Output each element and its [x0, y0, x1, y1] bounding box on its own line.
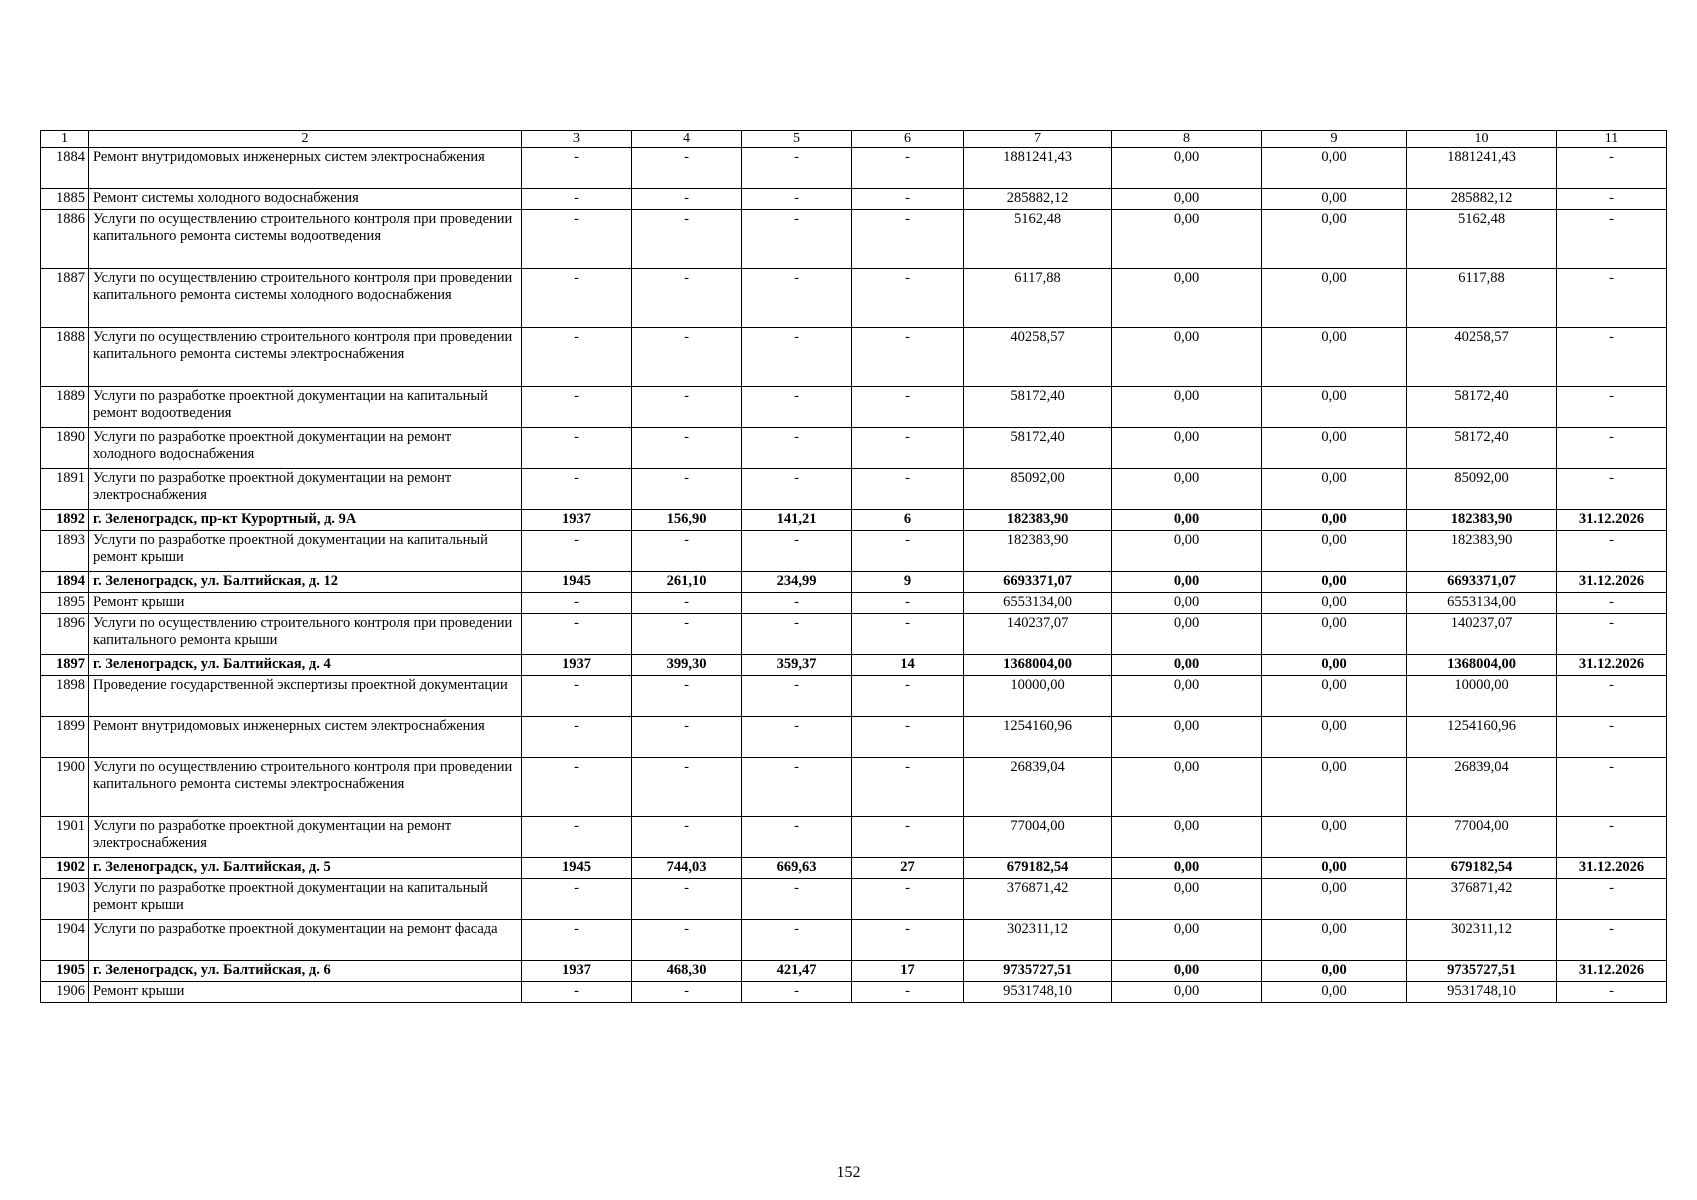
row-description-cell: г. Зеленоградск, ул. Балтийская, д. 6: [89, 961, 522, 982]
table-row: [41, 469, 1667, 510]
table-row: [41, 269, 1667, 328]
living-area-cell: -: [742, 469, 852, 510]
residents-count-cell: 6: [852, 510, 964, 531]
total-cost-cell: 77004,00: [964, 817, 1112, 858]
column-header: 10: [1407, 131, 1557, 148]
fund-amount-cell: 0,00: [1112, 510, 1262, 531]
owners-amount-cell: 679182,54: [1407, 858, 1557, 879]
row-description-cell: Ремонт крыши: [89, 982, 522, 1003]
row-description-cell: Ремонт системы холодного водоснабжения: [89, 189, 522, 210]
fund-amount-cell: 0,00: [1112, 758, 1262, 817]
deadline-cell: -: [1557, 982, 1667, 1003]
residents-count-cell: 27: [852, 858, 964, 879]
residents-count-cell: -: [852, 387, 964, 428]
total-area-cell: -: [632, 189, 742, 210]
row-number-cell: 1888: [41, 328, 89, 387]
table-row: [41, 614, 1667, 655]
construction-year-cell: 1937: [522, 510, 632, 531]
owners-amount-cell: 58172,40: [1407, 428, 1557, 469]
living-area-cell: -: [742, 817, 852, 858]
total-cost-cell: 9735727,51: [964, 961, 1112, 982]
owners-amount-cell: 1368004,00: [1407, 655, 1557, 676]
total-area-cell: -: [632, 269, 742, 328]
table-row: [41, 817, 1667, 858]
residents-count-cell: -: [852, 879, 964, 920]
total-area-cell: -: [632, 920, 742, 961]
table-row: [41, 189, 1667, 210]
living-area-cell: -: [742, 920, 852, 961]
table-row: [41, 676, 1667, 717]
other-amount-cell: 0,00: [1262, 858, 1407, 879]
fund-amount-cell: 0,00: [1112, 387, 1262, 428]
other-amount-cell: 0,00: [1262, 328, 1407, 387]
owners-amount-cell: 140237,07: [1407, 614, 1557, 655]
row-description-cell: Услуги по осуществлению строительного контроля при проведении капитального ремонта системы холодного водоснабжения: [89, 269, 522, 328]
other-amount-cell: 0,00: [1262, 531, 1407, 572]
table-row: [41, 328, 1667, 387]
living-area-cell: -: [742, 879, 852, 920]
living-area-cell: -: [742, 269, 852, 328]
row-number-cell: 1885: [41, 189, 89, 210]
owners-amount-cell: 182383,90: [1407, 510, 1557, 531]
total-cost-cell: 5162,48: [964, 210, 1112, 269]
living-area-cell: -: [742, 387, 852, 428]
column-header: 6: [852, 131, 964, 148]
row-description-cell: г. Зеленоградск, ул. Балтийская, д. 4: [89, 655, 522, 676]
total-cost-cell: 58172,40: [964, 387, 1112, 428]
fund-amount-cell: 0,00: [1112, 210, 1262, 269]
row-description-cell: г. Зеленоградск, пр-кт Курортный, д. 9А: [89, 510, 522, 531]
table-row: [41, 210, 1667, 269]
construction-year-cell: -: [522, 676, 632, 717]
owners-amount-cell: 1254160,96: [1407, 717, 1557, 758]
row-number-cell: 1891: [41, 469, 89, 510]
other-amount-cell: 0,00: [1262, 655, 1407, 676]
column-header: 8: [1112, 131, 1262, 148]
residents-count-cell: -: [852, 269, 964, 328]
total-area-cell: -: [632, 387, 742, 428]
fund-amount-cell: 0,00: [1112, 148, 1262, 189]
living-area-cell: -: [742, 593, 852, 614]
owners-amount-cell: 77004,00: [1407, 817, 1557, 858]
column-header: 4: [632, 131, 742, 148]
owners-amount-cell: 182383,90: [1407, 531, 1557, 572]
table-body: [41, 148, 1667, 1003]
deadline-cell: -: [1557, 920, 1667, 961]
residents-count-cell: -: [852, 593, 964, 614]
row-number-cell: 1902: [41, 858, 89, 879]
total-cost-cell: 6553134,00: [964, 593, 1112, 614]
residents-count-cell: -: [852, 920, 964, 961]
row-description-cell: Услуги по разработке проектной документации на капитальный ремонт крыши: [89, 879, 522, 920]
row-number-cell: 1898: [41, 676, 89, 717]
fund-amount-cell: 0,00: [1112, 655, 1262, 676]
owners-amount-cell: 302311,12: [1407, 920, 1557, 961]
column-header: 2: [89, 131, 522, 148]
total-area-cell: -: [632, 758, 742, 817]
residents-count-cell: -: [852, 676, 964, 717]
other-amount-cell: 0,00: [1262, 717, 1407, 758]
other-amount-cell: 0,00: [1262, 428, 1407, 469]
table-row: [41, 148, 1667, 189]
row-description-cell: г. Зеленоградск, ул. Балтийская, д. 5: [89, 858, 522, 879]
table-row: [41, 593, 1667, 614]
total-cost-cell: 285882,12: [964, 189, 1112, 210]
other-amount-cell: 0,00: [1262, 676, 1407, 717]
living-area-cell: -: [742, 531, 852, 572]
total-cost-cell: 679182,54: [964, 858, 1112, 879]
fund-amount-cell: 0,00: [1112, 879, 1262, 920]
row-description-cell: Услуги по разработке проектной документации на капитальный ремонт крыши: [89, 531, 522, 572]
other-amount-cell: 0,00: [1262, 189, 1407, 210]
total-area-cell: -: [632, 593, 742, 614]
column-header: 7: [964, 131, 1112, 148]
construction-year-cell: -: [522, 531, 632, 572]
total-cost-cell: 1881241,43: [964, 148, 1112, 189]
row-number-cell: 1890: [41, 428, 89, 469]
fund-amount-cell: 0,00: [1112, 469, 1262, 510]
row-description-cell: Услуги по разработке проектной документации на ремонт фасада: [89, 920, 522, 961]
construction-year-cell: -: [522, 982, 632, 1003]
total-cost-cell: 140237,07: [964, 614, 1112, 655]
table-row: [41, 428, 1667, 469]
deadline-cell: -: [1557, 531, 1667, 572]
owners-amount-cell: 6117,88: [1407, 269, 1557, 328]
residents-count-cell: -: [852, 531, 964, 572]
other-amount-cell: 0,00: [1262, 469, 1407, 510]
row-description-cell: Услуги по осуществлению строительного контроля при проведении капитального ремонта системы электроснабжения: [89, 758, 522, 817]
fund-amount-cell: 0,00: [1112, 531, 1262, 572]
row-description-cell: Услуги по разработке проектной документации на ремонт электроснабжения: [89, 469, 522, 510]
total-area-cell: 156,90: [632, 510, 742, 531]
owners-amount-cell: 6693371,07: [1407, 572, 1557, 593]
living-area-cell: -: [742, 758, 852, 817]
construction-year-cell: 1945: [522, 858, 632, 879]
deadline-cell: -: [1557, 148, 1667, 189]
other-amount-cell: 0,00: [1262, 982, 1407, 1003]
deadline-cell: -: [1557, 717, 1667, 758]
total-cost-cell: 10000,00: [964, 676, 1112, 717]
deadline-cell: -: [1557, 817, 1667, 858]
construction-year-cell: -: [522, 328, 632, 387]
fund-amount-cell: 0,00: [1112, 817, 1262, 858]
row-description-cell: Услуги по осуществлению строительного контроля при проведении капитального ремонта системы водоотведения: [89, 210, 522, 269]
total-cost-cell: 302311,12: [964, 920, 1112, 961]
residents-count-cell: -: [852, 148, 964, 189]
table-row: [41, 879, 1667, 920]
deadline-cell: -: [1557, 428, 1667, 469]
residents-count-cell: -: [852, 817, 964, 858]
column-header: 9: [1262, 131, 1407, 148]
owners-amount-cell: 5162,48: [1407, 210, 1557, 269]
other-amount-cell: 0,00: [1262, 269, 1407, 328]
total-cost-cell: 26839,04: [964, 758, 1112, 817]
construction-year-cell: -: [522, 148, 632, 189]
deadline-cell: -: [1557, 189, 1667, 210]
fund-amount-cell: 0,00: [1112, 676, 1262, 717]
deadline-cell: 31.12.2026: [1557, 510, 1667, 531]
total-area-cell: -: [632, 531, 742, 572]
deadline-cell: 31.12.2026: [1557, 961, 1667, 982]
total-area-cell: 744,03: [632, 858, 742, 879]
row-number-cell: 1887: [41, 269, 89, 328]
residents-count-cell: -: [852, 328, 964, 387]
row-number-cell: 1894: [41, 572, 89, 593]
row-number-cell: 1901: [41, 817, 89, 858]
table-row: [41, 717, 1667, 758]
row-number-cell: 1900: [41, 758, 89, 817]
living-area-cell: -: [742, 676, 852, 717]
row-number-cell: 1905: [41, 961, 89, 982]
residents-count-cell: -: [852, 614, 964, 655]
owners-amount-cell: 10000,00: [1407, 676, 1557, 717]
deadline-cell: -: [1557, 676, 1667, 717]
residents-count-cell: -: [852, 189, 964, 210]
table-row: [41, 982, 1667, 1003]
other-amount-cell: 0,00: [1262, 614, 1407, 655]
deadline-cell: -: [1557, 210, 1667, 269]
table-row: [41, 920, 1667, 961]
living-area-cell: 141,21: [742, 510, 852, 531]
deadline-cell: -: [1557, 328, 1667, 387]
deadline-cell: -: [1557, 879, 1667, 920]
fund-amount-cell: 0,00: [1112, 593, 1262, 614]
column-header: 11: [1557, 131, 1667, 148]
table-row: [41, 531, 1667, 572]
deadline-cell: -: [1557, 758, 1667, 817]
construction-year-cell: -: [522, 269, 632, 328]
construction-year-cell: -: [522, 189, 632, 210]
row-description-cell: Услуги по осуществлению строительного контроля при проведении капитального ремонта крыши: [89, 614, 522, 655]
fund-amount-cell: 0,00: [1112, 572, 1262, 593]
construction-year-cell: -: [522, 717, 632, 758]
row-description-cell: Услуги по разработке проектной документации на ремонт холодного водоснабжения: [89, 428, 522, 469]
table-row: [41, 387, 1667, 428]
owners-amount-cell: 58172,40: [1407, 387, 1557, 428]
residents-count-cell: 9: [852, 572, 964, 593]
deadline-cell: -: [1557, 593, 1667, 614]
row-number-cell: 1897: [41, 655, 89, 676]
column-header: 5: [742, 131, 852, 148]
living-area-cell: 421,47: [742, 961, 852, 982]
owners-amount-cell: 6553134,00: [1407, 593, 1557, 614]
row-number-cell: 1886: [41, 210, 89, 269]
owners-amount-cell: 1881241,43: [1407, 148, 1557, 189]
total-cost-cell: 58172,40: [964, 428, 1112, 469]
living-area-cell: 234,99: [742, 572, 852, 593]
deadline-cell: 31.12.2026: [1557, 858, 1667, 879]
row-number-cell: 1884: [41, 148, 89, 189]
fund-amount-cell: 0,00: [1112, 328, 1262, 387]
fund-amount-cell: 0,00: [1112, 428, 1262, 469]
column-header: 1: [41, 131, 89, 148]
owners-amount-cell: 26839,04: [1407, 758, 1557, 817]
capital-repair-table: [40, 130, 1667, 1003]
construction-year-cell: -: [522, 469, 632, 510]
residents-count-cell: -: [852, 717, 964, 758]
living-area-cell: -: [742, 148, 852, 189]
row-number-cell: 1903: [41, 879, 89, 920]
residents-count-cell: -: [852, 758, 964, 817]
table-row: [41, 572, 1667, 593]
other-amount-cell: 0,00: [1262, 593, 1407, 614]
total-cost-cell: 1368004,00: [964, 655, 1112, 676]
residents-count-cell: 14: [852, 655, 964, 676]
row-number-cell: 1896: [41, 614, 89, 655]
construction-year-cell: -: [522, 210, 632, 269]
total-area-cell: -: [632, 469, 742, 510]
construction-year-cell: -: [522, 817, 632, 858]
construction-year-cell: -: [522, 593, 632, 614]
fund-amount-cell: 0,00: [1112, 858, 1262, 879]
residents-count-cell: -: [852, 210, 964, 269]
other-amount-cell: 0,00: [1262, 879, 1407, 920]
owners-amount-cell: 376871,42: [1407, 879, 1557, 920]
residents-count-cell: -: [852, 982, 964, 1003]
fund-amount-cell: 0,00: [1112, 920, 1262, 961]
fund-amount-cell: 0,00: [1112, 717, 1262, 758]
owners-amount-cell: 85092,00: [1407, 469, 1557, 510]
total-cost-cell: 6117,88: [964, 269, 1112, 328]
table-row: [41, 758, 1667, 817]
living-area-cell: 359,37: [742, 655, 852, 676]
total-area-cell: -: [632, 676, 742, 717]
other-amount-cell: 0,00: [1262, 210, 1407, 269]
row-number-cell: 1899: [41, 717, 89, 758]
construction-year-cell: 1937: [522, 655, 632, 676]
other-amount-cell: 0,00: [1262, 817, 1407, 858]
row-description-cell: Ремонт внутридомовых инженерных систем электроснабжения: [89, 717, 522, 758]
total-cost-cell: 182383,90: [964, 531, 1112, 572]
construction-year-cell: 1937: [522, 961, 632, 982]
total-area-cell: -: [632, 717, 742, 758]
row-description-cell: Услуги по разработке проектной документации на ремонт электроснабжения: [89, 817, 522, 858]
total-area-cell: -: [632, 982, 742, 1003]
fund-amount-cell: 0,00: [1112, 269, 1262, 328]
construction-year-cell: -: [522, 920, 632, 961]
other-amount-cell: 0,00: [1262, 510, 1407, 531]
row-description-cell: Ремонт крыши: [89, 593, 522, 614]
deadline-cell: 31.12.2026: [1557, 572, 1667, 593]
row-description-cell: Услуги по осуществлению строительного контроля при проведении капитального ремонта системы электроснабжения: [89, 328, 522, 387]
deadline-cell: -: [1557, 614, 1667, 655]
owners-amount-cell: 9531748,10: [1407, 982, 1557, 1003]
total-cost-cell: 376871,42: [964, 879, 1112, 920]
row-number-cell: 1895: [41, 593, 89, 614]
residents-count-cell: -: [852, 469, 964, 510]
fund-amount-cell: 0,00: [1112, 614, 1262, 655]
row-description-cell: Ремонт внутридомовых инженерных систем электроснабжения: [89, 148, 522, 189]
fund-amount-cell: 0,00: [1112, 961, 1262, 982]
total-cost-cell: 6693371,07: [964, 572, 1112, 593]
residents-count-cell: 17: [852, 961, 964, 982]
row-number-cell: 1904: [41, 920, 89, 961]
living-area-cell: -: [742, 982, 852, 1003]
table-row: [41, 510, 1667, 531]
table-row: [41, 858, 1667, 879]
total-cost-cell: 85092,00: [964, 469, 1112, 510]
total-area-cell: -: [632, 614, 742, 655]
other-amount-cell: 0,00: [1262, 572, 1407, 593]
living-area-cell: -: [742, 210, 852, 269]
living-area-cell: 669,63: [742, 858, 852, 879]
owners-amount-cell: 9735727,51: [1407, 961, 1557, 982]
column-number-row: [41, 131, 1667, 148]
construction-year-cell: -: [522, 387, 632, 428]
total-cost-cell: 182383,90: [964, 510, 1112, 531]
total-area-cell: -: [632, 210, 742, 269]
owners-amount-cell: 285882,12: [1407, 189, 1557, 210]
other-amount-cell: 0,00: [1262, 961, 1407, 982]
total-area-cell: 261,10: [632, 572, 742, 593]
other-amount-cell: 0,00: [1262, 920, 1407, 961]
row-number-cell: 1906: [41, 982, 89, 1003]
row-number-cell: 1889: [41, 387, 89, 428]
row-description-cell: г. Зеленоградск, ул. Балтийская, д. 12: [89, 572, 522, 593]
construction-year-cell: -: [522, 758, 632, 817]
construction-year-cell: -: [522, 879, 632, 920]
total-area-cell: -: [632, 148, 742, 189]
total-cost-cell: 40258,57: [964, 328, 1112, 387]
table-row: [41, 961, 1667, 982]
living-area-cell: -: [742, 717, 852, 758]
deadline-cell: -: [1557, 469, 1667, 510]
total-area-cell: -: [632, 879, 742, 920]
deadline-cell: 31.12.2026: [1557, 655, 1667, 676]
residents-count-cell: -: [852, 428, 964, 469]
living-area-cell: -: [742, 428, 852, 469]
deadline-cell: -: [1557, 269, 1667, 328]
row-number-cell: 1892: [41, 510, 89, 531]
row-description-cell: Проведение государственной экспертизы проектной документации: [89, 676, 522, 717]
fund-amount-cell: 0,00: [1112, 189, 1262, 210]
column-header: 3: [522, 131, 632, 148]
living-area-cell: -: [742, 189, 852, 210]
table-row: [41, 655, 1667, 676]
page-number: 152: [836, 1164, 861, 1181]
total-area-cell: -: [632, 817, 742, 858]
fund-amount-cell: 0,00: [1112, 982, 1262, 1003]
other-amount-cell: 0,00: [1262, 387, 1407, 428]
living-area-cell: -: [742, 614, 852, 655]
other-amount-cell: 0,00: [1262, 758, 1407, 817]
other-amount-cell: 0,00: [1262, 148, 1407, 189]
deadline-cell: -: [1557, 387, 1667, 428]
construction-year-cell: 1945: [522, 572, 632, 593]
total-area-cell: -: [632, 328, 742, 387]
total-area-cell: 399,30: [632, 655, 742, 676]
owners-amount-cell: 40258,57: [1407, 328, 1557, 387]
living-area-cell: -: [742, 328, 852, 387]
total-cost-cell: 9531748,10: [964, 982, 1112, 1003]
construction-year-cell: -: [522, 428, 632, 469]
row-description-cell: Услуги по разработке проектной документации на капитальный ремонт водоотведения: [89, 387, 522, 428]
total-area-cell: 468,30: [632, 961, 742, 982]
total-area-cell: -: [632, 428, 742, 469]
construction-year-cell: -: [522, 614, 632, 655]
total-cost-cell: 1254160,96: [964, 717, 1112, 758]
row-number-cell: 1893: [41, 531, 89, 572]
